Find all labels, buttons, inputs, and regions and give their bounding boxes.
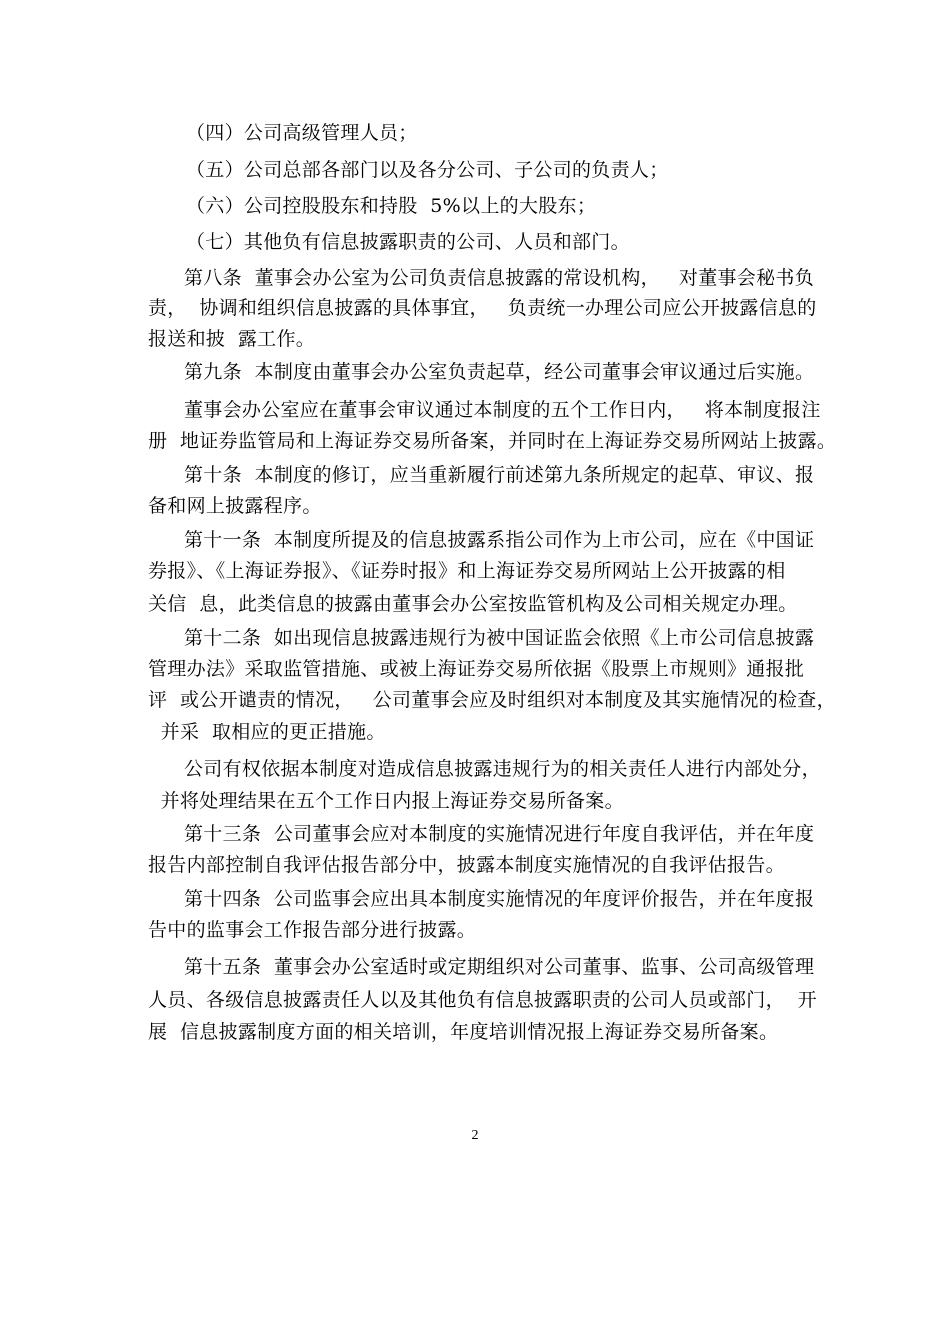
article-12-line: 并采 取相应的更正措施。 (148, 721, 386, 743)
article-9-line: 第九条 本制度由董事会办公室负责起草，经公司董事会审议通过后实施。 (184, 361, 815, 383)
article-14-line: 告中的监事会工作报告部分进行披露。 (148, 919, 477, 941)
article-12-line: 第十二条 如出现信息披露违规行为被中国证监会依照《上市公司信息披露 (184, 627, 815, 649)
article-8-line: 报送和披 露工作。 (148, 328, 316, 350)
article-10-line: 备和网上披露程序。 (148, 495, 322, 517)
list-item: （四）公司高级管理人员； (186, 122, 418, 144)
article-8-line: 责， 协调和组织信息披露的具体事宜， 负责统一办理公司应公开披露信息的 (148, 297, 817, 319)
article-12-line: 评 或公开谴责的情况， 公司董事会应及时组织对本制度及其实施情况的检查， (148, 689, 836, 711)
article-14-line: 第十四条 公司监事会应出具本制度实施情况的年度评价报告，并在年度报 (184, 888, 815, 910)
article-13-line: 报告内部控制自我评估报告部分中，披露本制度实施情况的自我评估报告。 (148, 854, 785, 876)
article-15-line: 人员、各级信息披露责任人以及其他负有信息披露职责的公司人员或部门， 开 (148, 989, 817, 1011)
list-item: （五）公司总部各部门以及各分公司、子公司的负责人； (186, 159, 669, 181)
page-number: 2 (471, 1128, 479, 1143)
article-12-para-line: 并将处理结果在五个工作日内报上海证券交易所备案。 (148, 790, 624, 812)
article-8-line: 第八条 董事会办公室为公司负责信息披露的常设机构， 对董事会秘书负 (184, 267, 814, 289)
article-12-line: 管理办法》采取监管措施、或被上海证券交易所依据《股票上市规则》通报批 (148, 658, 805, 680)
list-item: （七）其他负有信息披露职责的公司、人员和部门。 (186, 231, 630, 253)
article-9-para-line: 册 地证券监管局和上海证券交易所备案，并同时在上海证券交易所网站上披露。 (148, 430, 837, 452)
article-11-line: 券报》、《上海证券报》、《证券时报》和上海证券交易所网站上公开披露的相 (148, 560, 786, 582)
article-15-line: 展 信息披露制度方面的相关培训，年度培训情况报上海证券交易所备案。 (148, 1021, 779, 1043)
article-10-line: 第十条 本制度的修订，应当重新履行前述第九条所规定的起草、审议、报 (184, 464, 815, 486)
article-11-line: 第十一条 本制度所提及的信息披露系指公司作为上市公司，应在《中国证 (184, 529, 815, 551)
article-9-para-line: 董事会办公室应在董事会审议通过本制度的五个工作日内， 将本制度报注 (184, 399, 821, 421)
article-15-line: 第十五条 董事会办公室适时或定期组织对公司董事、监事、公司高级管理 (184, 956, 815, 978)
article-11-line: 关信 息，此类信息的披露由董事会办公室按监管机构及公司相关规定办理。 (148, 593, 798, 615)
article-13-line: 第十三条 公司董事会应对本制度的实施情况进行年度自我评估，并在年度 (184, 823, 815, 845)
article-12-para-line: 公司有权依据本制度对造成信息披露违规行为的相关责任人进行内部处分， (184, 758, 821, 780)
list-item: （六）公司控股股东和持股 5%以上的大股东； (186, 195, 597, 217)
